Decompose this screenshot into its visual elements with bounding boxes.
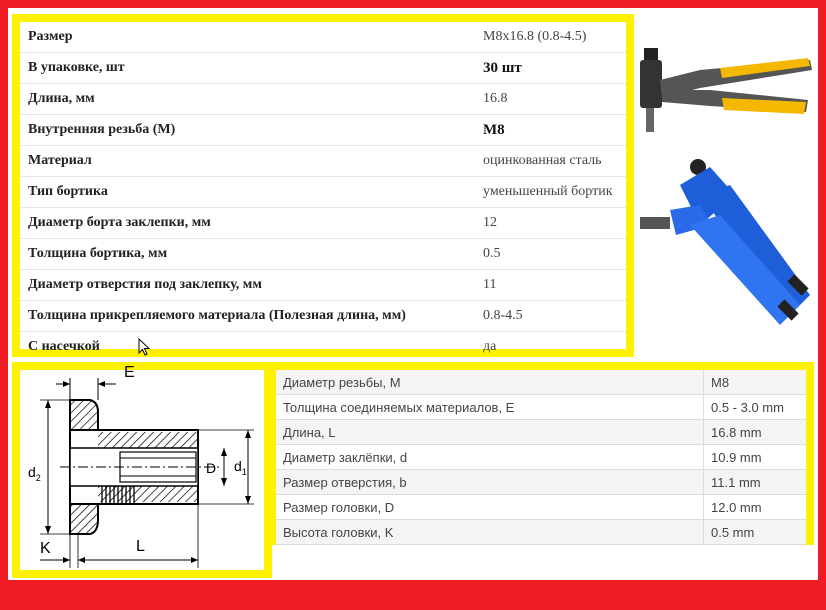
dimension-value: M8 <box>704 370 807 395</box>
spec-row <box>20 177 626 208</box>
label-d2: $d_2$ <box>28 464 41 483</box>
bottom-red-band <box>0 580 826 610</box>
mouse-cursor-icon <box>138 338 150 356</box>
spec-value: 16.8 <box>475 84 626 115</box>
dimension-value: 11.1 mm <box>704 470 807 495</box>
dimension-key: Длина, L <box>276 420 704 445</box>
spec-value: 12 <box>475 208 626 239</box>
blue-riveter-image <box>640 155 820 335</box>
dimension-row <box>276 445 806 470</box>
dimensions-table <box>276 370 806 545</box>
dimension-key: Размер отверстия, b <box>276 470 704 495</box>
spec-value: уменьшенный бортик <box>475 177 626 208</box>
dimension-key: Толщина соединяемых материалов, E <box>276 395 704 420</box>
spec-key: С насечкой <box>20 332 475 363</box>
dimension-value: 10.9 mm <box>704 445 807 470</box>
label-K: K <box>40 540 51 557</box>
spec-table <box>20 22 626 363</box>
spec-value: 0.5 <box>475 239 626 270</box>
dimension-key: Размер головки, D <box>276 495 704 520</box>
dimension-value: 12.0 mm <box>704 495 807 520</box>
label-E: E <box>124 364 135 381</box>
dimension-value: 0.5 - 3.0 mm <box>704 395 807 420</box>
dimension-row <box>276 370 806 395</box>
dimension-row <box>276 395 806 420</box>
spec-key: В упаковке, шт <box>20 53 475 84</box>
spec-value: да <box>475 332 626 363</box>
spec-value: M8x16.8 (0.8-4.5) <box>475 22 626 53</box>
label-L: L <box>136 538 145 555</box>
spec-value: 30 шт <box>475 53 626 84</box>
spec-key: Длина, мм <box>20 84 475 115</box>
spec-row <box>20 208 626 239</box>
spec-value: 11 <box>475 270 626 301</box>
spec-key: Толщина бортика, мм <box>20 239 475 270</box>
spec-value: 0.8-4.5 <box>475 301 626 332</box>
spec-key: Диаметр отверстия под заклепку, мм <box>20 270 475 301</box>
dimension-key: Высота головки, K <box>276 520 704 545</box>
orange-riveter-image <box>640 40 820 135</box>
drawing-box <box>12 362 272 578</box>
dimension-row <box>276 520 806 545</box>
label-D: D <box>206 460 217 476</box>
dimension-row <box>276 470 806 495</box>
spec-row <box>20 146 626 177</box>
spec-row <box>20 239 626 270</box>
spec-key: Внутренняя резьба (M) <box>20 115 475 146</box>
dimension-row <box>276 495 806 520</box>
dimension-key: Диаметр заклёпки, d <box>276 445 704 470</box>
dimension-value: 16.8 mm <box>704 420 807 445</box>
spec-row <box>20 301 626 332</box>
spec-value: оцинкованная сталь <box>475 146 626 177</box>
spec-key: Тип бортика <box>20 177 475 208</box>
spec-value: M8 <box>475 115 626 146</box>
spec-row <box>20 270 626 301</box>
spec-table-box <box>12 14 634 357</box>
spec-row <box>20 332 626 363</box>
spec-key: Материал <box>20 146 475 177</box>
spec-row <box>20 53 626 84</box>
spec-row <box>20 22 626 53</box>
spec-key: Толщина прикрепляемого материала (Полезная длина, мм) <box>20 301 475 332</box>
spec-row <box>20 115 626 146</box>
dimension-value: 0.5 mm <box>704 520 807 545</box>
label-d1: $d_1$ <box>234 458 247 477</box>
dimension-key: Диаметр резьбы, M <box>276 370 704 395</box>
spec-row <box>20 84 626 115</box>
dimensions-table-box <box>268 362 814 545</box>
spec-key: Размер <box>20 22 475 53</box>
dimension-row <box>276 420 806 445</box>
spec-key: Диаметр борта заклепки, мм <box>20 208 475 239</box>
